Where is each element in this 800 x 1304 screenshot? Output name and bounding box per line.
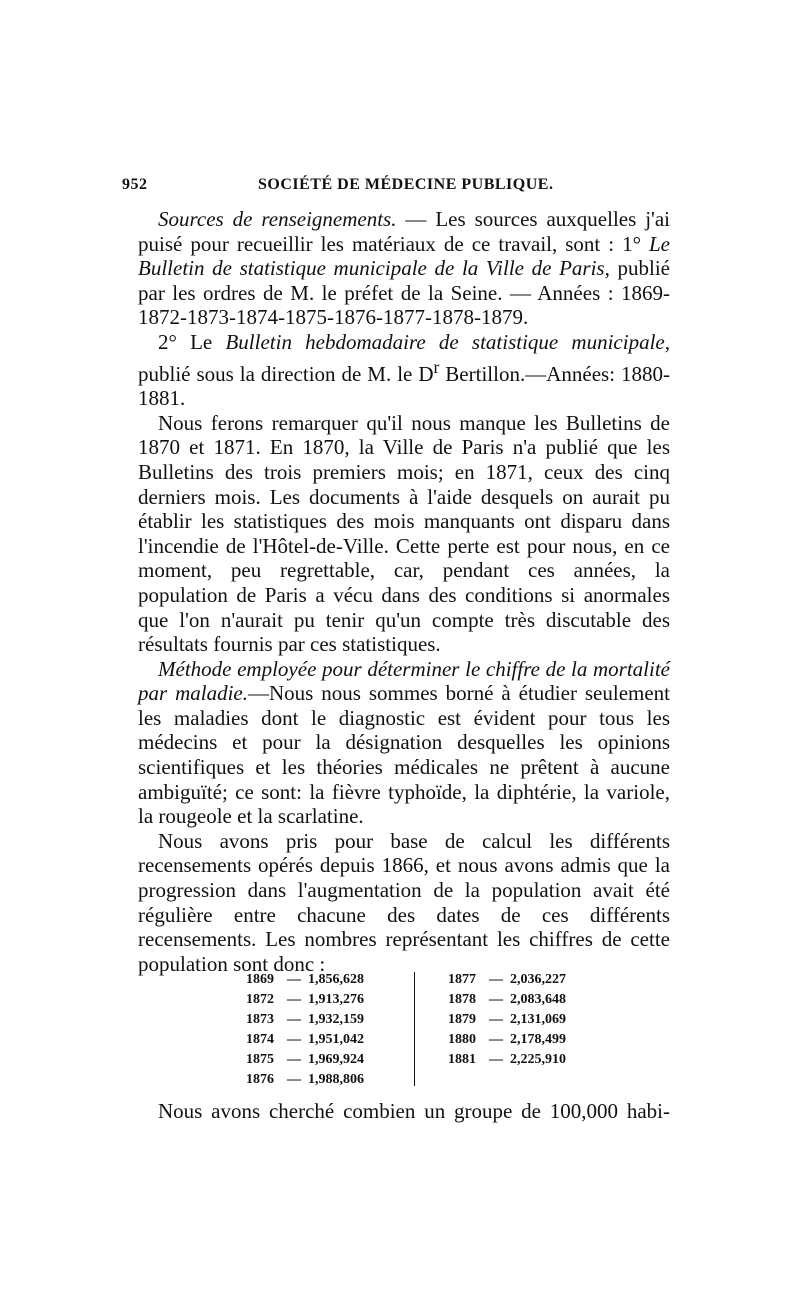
- population-value: 1,913,276: [308, 992, 364, 1007]
- population-dash: —: [489, 992, 503, 1007]
- population-value: 2,083,648: [510, 992, 566, 1007]
- section-heading-methode: Méthode employée pour déterminer le chiffre de la mortalité par maladie.: [138, 656, 670, 706]
- population-value: 1,951,042: [308, 1032, 364, 1047]
- population-dash: —: [489, 1032, 503, 1047]
- population-row: [246, 1010, 364, 1030]
- population-dash: —: [287, 1012, 301, 1027]
- population-dash: —: [287, 972, 301, 987]
- population-year: 1872: [246, 992, 274, 1007]
- population-value: 2,178,499: [510, 1032, 566, 1047]
- paragraph-sources: [138, 207, 670, 330]
- paragraph-methode: [138, 657, 670, 829]
- population-year: 1877: [448, 972, 476, 987]
- population-row: [246, 970, 364, 990]
- population-year: 1881: [448, 1052, 476, 1067]
- population-year: 1878: [448, 992, 476, 1007]
- population-dash: —: [287, 1032, 301, 1047]
- population-dash: —: [287, 992, 301, 1007]
- population-year: 1879: [448, 1012, 476, 1027]
- body-text: [138, 207, 670, 976]
- population-year: 1875: [246, 1052, 274, 1067]
- paragraph-recensements: Nous avons pris pour base de calcul les différents recensements opérés depuis 1866, et nous avons admis que la progression dans l'augmentation de la population avait été régulière entre chacune des dates de ces différents recensements. Les nombres représentant les chiffres de cette population sont donc :: [138, 828, 670, 976]
- population-row: [448, 970, 566, 990]
- population-row: [448, 1030, 566, 1050]
- population-year: 1876: [246, 1072, 274, 1087]
- population-value: 1,988,806: [308, 1072, 364, 1087]
- source-bulletin-municipal: Le Bulletin de statistique municipale de la Ville de Paris,: [138, 231, 670, 281]
- population-dash: —: [287, 1072, 301, 1087]
- population-value: 1,969,924: [308, 1052, 364, 1067]
- source-bulletin-hebdomadaire: Bulletin hebdomadaire de statistique municipale,: [225, 329, 670, 354]
- population-value: 1,932,159: [308, 1012, 364, 1027]
- population-value: 2,131,069: [510, 1012, 566, 1027]
- page-number: 952: [122, 176, 148, 193]
- population-dash: —: [489, 972, 503, 987]
- population-row: [246, 1070, 364, 1090]
- population-value: 2,036,227: [510, 972, 566, 987]
- population-row: [448, 1050, 566, 1070]
- population-dash: —: [287, 1052, 301, 1067]
- title-superscript: r: [433, 356, 440, 377]
- population-dash: —: [489, 1052, 503, 1067]
- paragraph-closing: Nous avons cherché combien un groupe de 100,000 habi-: [158, 1099, 670, 1123]
- population-row: [246, 1030, 364, 1050]
- hebdo-prefix: 2° Le: [158, 329, 226, 354]
- paragraph-missing-bulletins: Nous ferons remarquer qu'il nous manque les Bulletins de 1870 et 1871. En 1870, la Ville de Paris n'a publié que les Bulletins des trois premiers mois; en 1871, ceux des cinq derniers mois. Les documents à l'aide desquels on aurait pu établir les statistiques des mois manquants ont disparu dans l'incendie de l'Hôtel-de-Ville. Cette perte est pour nous, en ce moment, peu regrettable, car, pendant ces années, la population de Paris a vécu dans des conditions si anormales que l'on n'aurait pu tenir qu'un compte très discutable des résultats fournis par ces statistiques.: [138, 410, 670, 657]
- hebdo-text-a: publié sous la direction de M. le D: [138, 361, 434, 386]
- sources-text-a: — Les sources auxquelles j'ai puisé pour recueillir les matériaux de ce travail, sont : 1°: [138, 207, 670, 256]
- hebdo-text-b: Bertillon.—Années: 1880-1881.: [138, 361, 670, 411]
- population-year: 1873: [246, 1012, 274, 1027]
- methode-text: —Nous nous sommes borné à étudier seulement les maladies dont le diagnostic est évident pour tous les médecins et pour la désignation desquelles les opinions scientifiques et les théories médicales ne prêtent à aucune ambiguïté; ce sont: la fièvre typhoïde, la diphtérie, la variole, la rougeole et la scarlatine.: [138, 681, 671, 829]
- population-column-left: [246, 970, 364, 1090]
- population-value: 2,225,910: [510, 1052, 566, 1067]
- population-column-right: [448, 970, 566, 1070]
- population-row: [246, 990, 364, 1010]
- population-row: [448, 990, 566, 1010]
- population-year: 1874: [246, 1032, 274, 1047]
- population-row: [246, 1050, 364, 1070]
- column-divider: [414, 972, 415, 1086]
- running-title: SOCIÉTÉ DE MÉDECINE PUBLIQUE.: [258, 176, 554, 193]
- population-value: 1,856,628: [308, 972, 364, 987]
- population-table: [246, 970, 606, 1088]
- section-heading-sources: Sources de renseignements.: [158, 207, 397, 231]
- paragraph-bulletin-hebdomadaire: [138, 330, 670, 411]
- population-dash: —: [489, 1012, 503, 1027]
- population-year: 1869: [246, 972, 274, 987]
- sources-text-b: publié par les ordres de M. le préfet de la Seine. — Années : 1869-: [138, 256, 670, 305]
- population-year: 1880: [448, 1032, 476, 1047]
- sources-years: 1872-1873-1874-1875-1876-1877-1878-1879.: [138, 305, 529, 330]
- population-row: [448, 1010, 566, 1030]
